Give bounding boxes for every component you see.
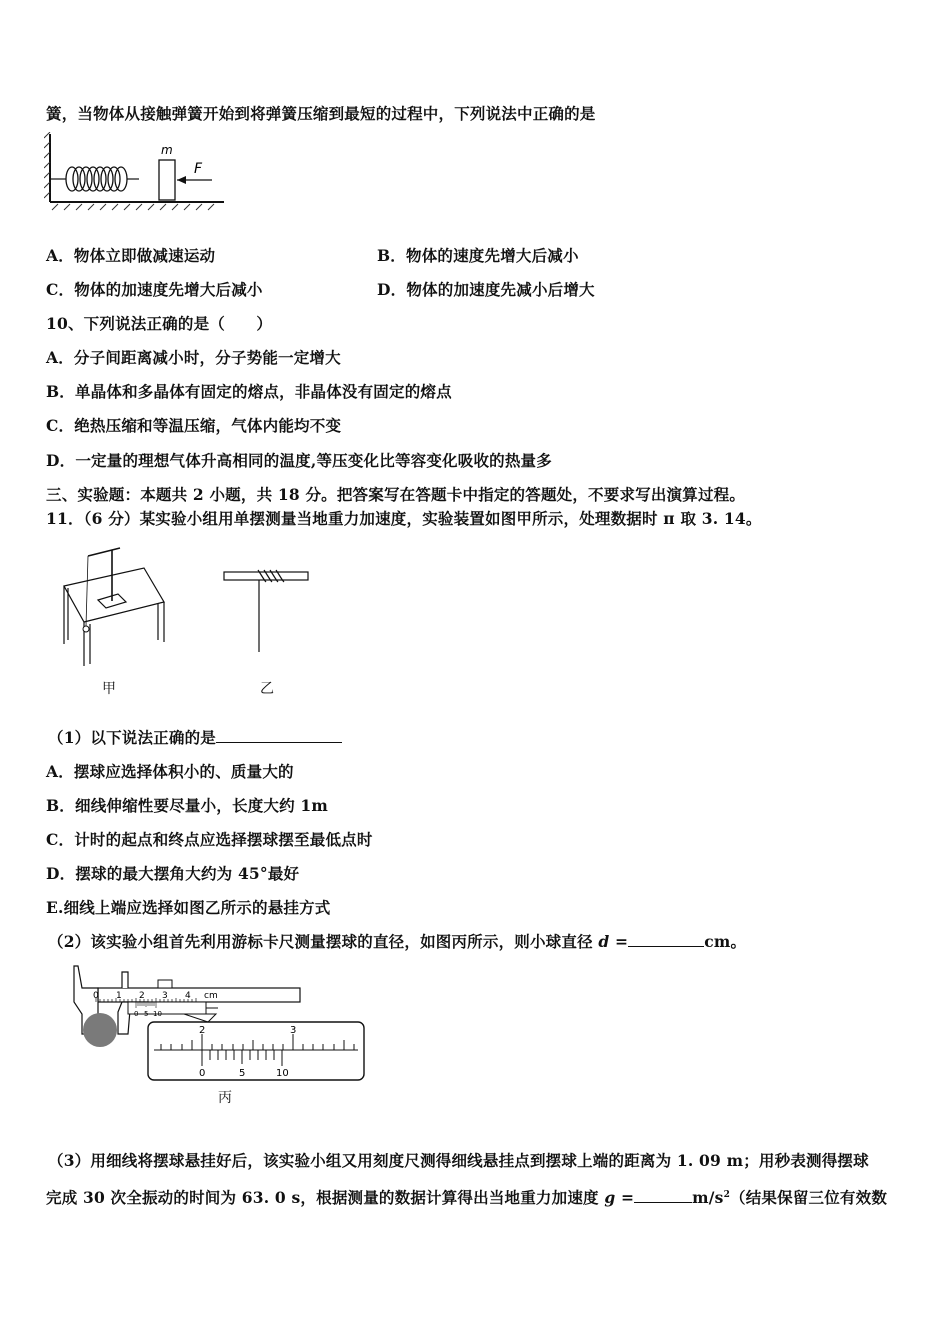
label-m: m — [161, 143, 173, 157]
main-tick-3: 3 — [162, 991, 168, 1001]
q11-sub2 — [48, 930, 746, 952]
spring-block-figure — [44, 132, 228, 214]
q11-sub1-option-e: E.细线上端应选择如图乙所示的悬挂方式 — [46, 898, 331, 917]
ball — [83, 1013, 117, 1047]
q11-sub1-option-c: C．计时的起点和终点应选择摆球摆至最低点时 — [46, 830, 373, 849]
q9-option-a: A．物体立即做减速运动 — [46, 246, 216, 265]
q10-option-c: C．绝热压缩和等温压缩，气体内能均不变 — [46, 416, 342, 435]
zoom-vernier-10: 10 — [276, 1068, 289, 1079]
main-tick-1: 1 — [116, 991, 122, 1001]
string-hanging-figure — [222, 566, 312, 656]
pendulum-table-figure — [54, 544, 168, 668]
main-tick-4: 4 — [185, 991, 191, 1001]
q11-stem: 11．（6 分）某实验小组用单摆测量当地重力加速度，实验装置如图甲所示，处理数据时 π 取 3. 14。 — [46, 509, 762, 528]
q11-sub1-option-d: D．摆球的最大摆角大约为 45°最好 — [46, 864, 300, 883]
answer-blank-1[interactable] — [216, 728, 342, 743]
block — [159, 160, 175, 200]
q9-option-b: B．物体的速度先增大后减小 — [377, 246, 579, 265]
q10-option-d: D．一定量的理想气体升高相同的温度,等压变化比等容变化吸收的热量多 — [46, 451, 552, 470]
eq-sign-g: = — [615, 1188, 635, 1207]
small-vernier-10: 10 — [153, 1010, 162, 1018]
answer-blank-2[interactable] — [628, 932, 704, 947]
q11-sub1-option-a: A．摆球应选择体积小的、质量大的 — [46, 762, 294, 781]
zoom-vernier-0: 0 — [199, 1068, 206, 1079]
var-g: g — [604, 1188, 616, 1207]
q9-option-c: C．物体的加速度先增大后减小 — [46, 280, 263, 299]
q11-sub3-line2 — [46, 1186, 887, 1208]
zoom-main-3: 3 — [290, 1025, 297, 1036]
caliper-unit: cm — [204, 991, 218, 1001]
section-3-heading: 三、实验题：本题共 2 小题，共 18 分。把答案写在答题卡中指定的答题处，不要求写出演算过程。 — [46, 485, 746, 504]
small-vernier-5: 5 — [144, 1010, 149, 1018]
fig-label-yi: 乙 — [260, 681, 274, 697]
q10-option-a: A．分子间距离减小时，分子势能一定增大 — [46, 348, 341, 367]
fig-label-jia: 甲 — [102, 681, 116, 697]
main-tick-0: 0 — [93, 991, 99, 1001]
unit-superscript: 2 — [723, 1189, 731, 1200]
q11-sub3-tail: （结果保留三位有效数 — [730, 1188, 888, 1207]
q11-sub1-text: （1）以下说法正确的是 — [48, 728, 216, 747]
main-tick-2: 2 — [139, 991, 145, 1001]
zoom-main-2: 2 — [199, 1025, 206, 1036]
fig-label-bing: 丙 — [218, 1090, 232, 1106]
q10-stem: 10、下列说法正确的是（ ） — [46, 314, 273, 333]
spring — [66, 167, 127, 191]
q10-option-b: B．单晶体和多晶体有固定的熔点，非晶体没有固定的熔点 — [46, 382, 452, 401]
small-vernier-0: 0 — [134, 1010, 139, 1018]
q11-sub3-line1: （3）用细线将摆球悬挂好后，该实验小组又用刻度尺测得细线悬挂点到摆球上端的距离为 1. 09 m；用秒表测得摆球 — [48, 1151, 869, 1170]
vernier-caliper-figure — [58, 964, 370, 1084]
magnified-scale — [148, 1022, 364, 1080]
q11-sub1 — [48, 726, 342, 748]
unit-cm: cm。 — [704, 932, 747, 951]
answer-blank-3[interactable] — [634, 1188, 692, 1203]
unit-ms2: m/s — [692, 1188, 724, 1207]
label-F: F — [194, 161, 203, 177]
zoom-vernier-5: 5 — [239, 1068, 246, 1079]
q11-sub2-text: （2）该实验小组首先利用游标卡尺测量摆球的直径，如图丙所示，则小球直径 — [48, 932, 599, 951]
q11-sub3-text: 完成 30 次全振动的时间为 63. 0 s，根据测量的数据计算得出当地重力加速度 — [46, 1188, 605, 1207]
eq-sign: = — [609, 932, 629, 951]
q11-sub1-option-b: B．细线伸缩性要尽量小，长度大约 1m — [46, 796, 328, 815]
q9-option-d: D．物体的加速度先减小后增大 — [377, 280, 595, 299]
var-d: d — [598, 932, 610, 951]
q9-stem: 簧，当物体从接触弹簧开始到将弹簧压缩到最短的过程中，下列说法中正确的是 — [46, 104, 596, 123]
